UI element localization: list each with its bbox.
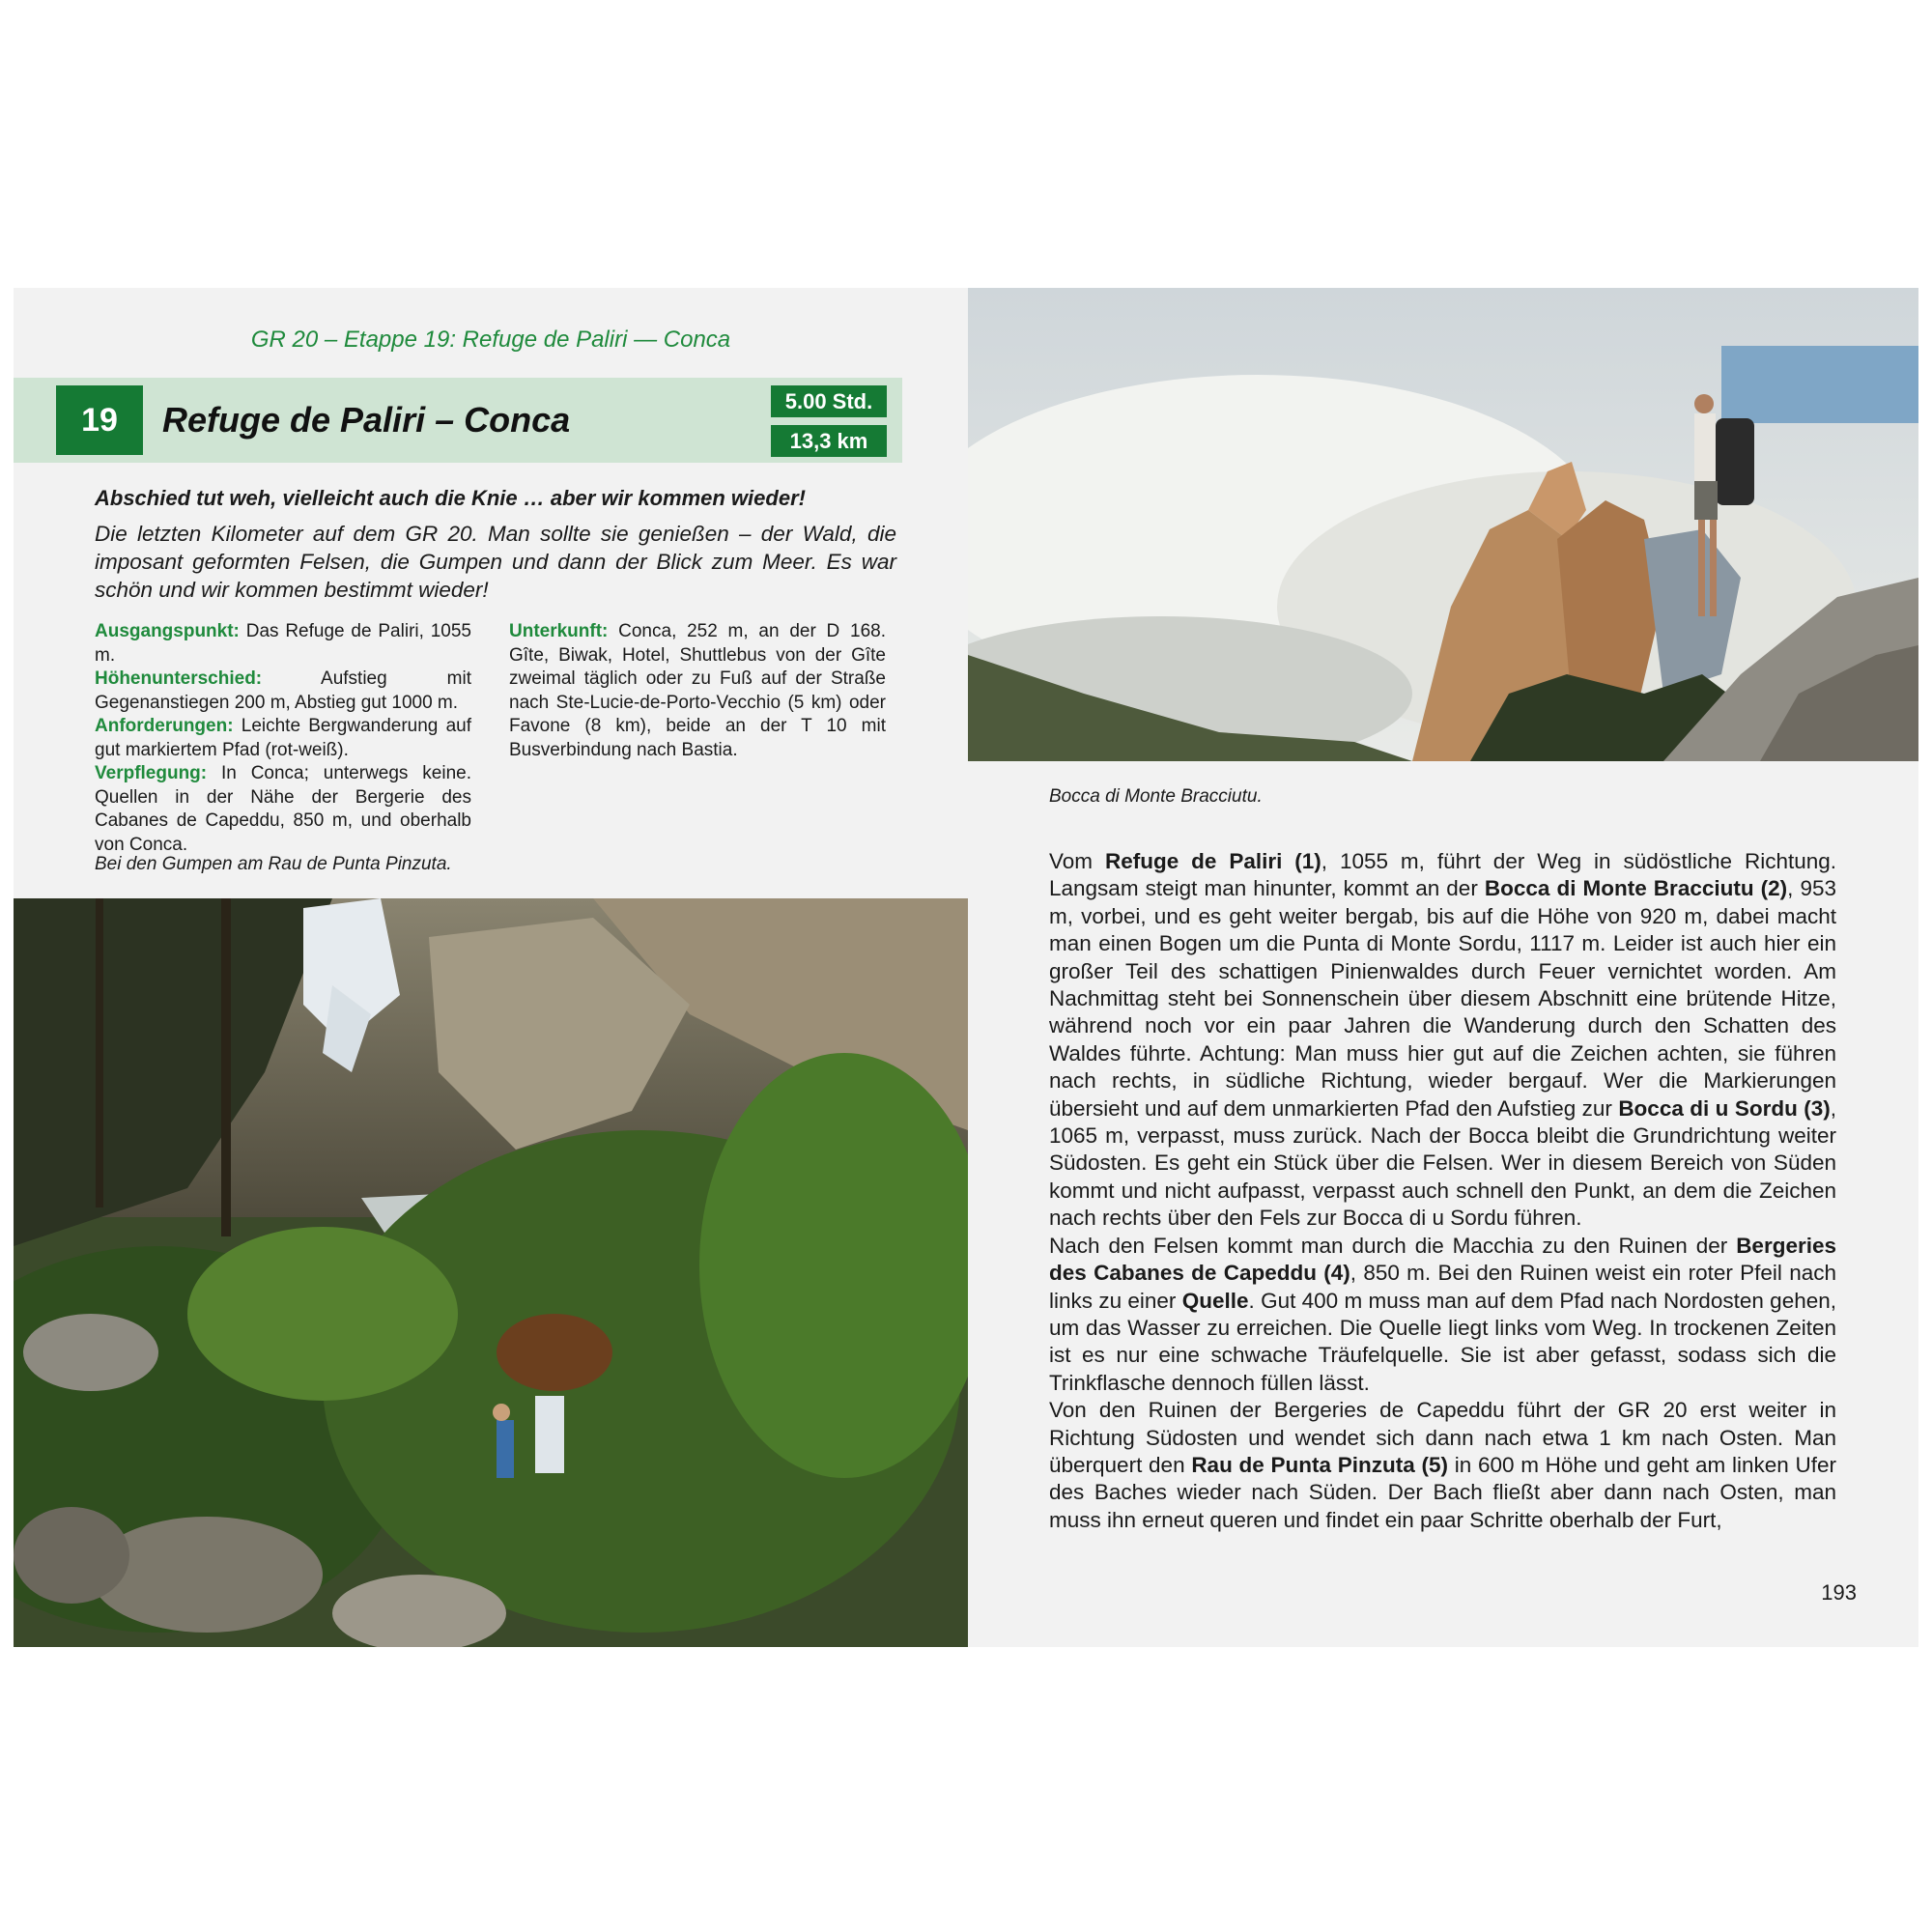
text-run: , 953 m, vorbei, und es geht weiter bergab, bis auf die Höhe von 920 m, dabei macht man einen Bogen um die Punta di Monte Sordu, 1117 m. Leider ist auch hier ein großer Teil des schattigen Pinienwaldes durch Feuer vernichtet worden. Am Nachmittag steht bei Sonnenschein über diesem Abschnitt eine brütende Hitze, während noch vor ein paar Jahren die Wanderung durch den Schatten des Waldes führte. Achtung: Man muss hier gut auf die Zeichen achten, sie führen nach rechts, in südliche Richtung, wieder bergauf. Wer die Markierungen übersieht und auf dem unmarkierten Pfad den Aufstieg zur [1049, 876, 1837, 1121]
text-run: Vom [1049, 849, 1105, 873]
text-run: . Gut 400 m muss man auf dem Pfad nach Nordosten gehen, um das Wasser zu erreichen. Die Quelle liegt links vom Weg. In trockenen Zeiten ist es nur eine schwache Träufelquelle. Sie ist aber gefasst, sodass sich die Trinkflasche dennoch füllen lässt. [1049, 1288, 1836, 1395]
info-label: Höhenunterschied: [95, 668, 263, 689]
intro-text: Die letzten Kilometer auf dem GR 20. Man sollte sie genießen – der Wald, die imposant geformten Felsen, die Gumpen und dann der Blick zum Meer. Es war schön und wir kommen bestimmt wieder! [95, 522, 896, 602]
body-text [1049, 848, 1836, 1534]
info-value: Conca, 252 m, an der D 168. Gîte, Biwak, Hotel, Shuttlebus von der Gîte zweimal täglich oder zu Fuß auf der Straße nach Ste-Lucie-de-Porto-Vecchio (5 km) oder Favone (8 km), beide an der T 10 mit Busverbindung nach Bastia. [509, 621, 886, 760]
place-name: Quelle [1181, 1288, 1249, 1313]
info-height [95, 668, 471, 715]
text-run: Von den Ruinen der Bergeries de Capeddu führt der GR 20 erst weiter in Richtung Südosten und wendet sich dann nach etwa 1 km nach Osten. Man überquert den [1049, 1398, 1836, 1477]
info-label: Anforderungen: [95, 716, 234, 736]
running-header: GR 20 – Etappe 19: Refuge de Paliri — Conca [250, 327, 731, 353]
place-name: Bocca di u Sordu (3) [1618, 1095, 1831, 1121]
page-number: 193 [1821, 1580, 1857, 1605]
body-paragraph [1049, 848, 1836, 1233]
info-value: In Conca; unterwegs keine. Quellen in der Nähe der Bergerie des Cabanes de Capeddu, 850 m, und oberhalb von Conca. [95, 763, 471, 855]
info-column-right [509, 620, 886, 762]
duration-badge: 5.00 Std. [771, 385, 887, 417]
photo-gumpen-waterfall [14, 898, 968, 1647]
info-column-left [95, 620, 471, 857]
body-paragraph [1049, 1397, 1836, 1534]
text-run: , 850 m. Bei den Ruinen weist ein roter Pfeil nach links zu einer [1049, 1261, 1836, 1313]
info-label: Ausgangspunkt: [95, 621, 240, 641]
info-value: Leichte Bergwanderung auf gut markiertem Pfad (rot-weiß). [95, 716, 471, 760]
photo-caption-bocca: Bocca di Monte Bracciutu. [1049, 786, 1263, 807]
place-name: Rau de Punta Pinzuta (5) [1191, 1452, 1448, 1477]
text-run: , 1065 m, verpasst, muss zurück. Nach der Bocca bleibt die Grundrichtung weiter Südosten. Es geht ein Stück über die Felsen. Wer in diesem Bereich von Süden kommt und nicht aufpasst, verpasst auch schnell den Punkt, an dem die Zeichen nach rechts über den Fels zur Bocca di u Sordu führen. [1049, 1095, 1836, 1231]
info-label: Unterkunft: [509, 621, 609, 641]
place-name: Bocca di Monte Bracciutu (2) [1484, 876, 1788, 901]
tagline: Abschied tut weh, vielleicht auch die Knie … aber wir kommen wieder! [95, 486, 806, 510]
place-name: Refuge de Paliri (1) [1104, 849, 1321, 873]
left-page [14, 288, 968, 1647]
info-value: Das Refuge de Paliri, 1055 m. [95, 621, 471, 666]
text-run: in 600 m Höhe und geht am linken Ufer des Baches wieder nach Süden. Der Bach fließt aber dann nach Osten, man muss ihn erneut queren und findet ein paar Schritte oberhalb der Furt, [1049, 1452, 1836, 1532]
body-paragraph [1049, 1233, 1836, 1397]
info-requirements [95, 715, 471, 762]
right-page [968, 288, 1918, 1647]
photo-bocca-di-monte-bracciutu [968, 288, 1918, 761]
text-run: Nach den Felsen kommt man durch die Macchia zu den Ruinen der [1049, 1233, 1737, 1258]
place-name: Bergeries des Cabanes de Capeddu (4) [1049, 1233, 1836, 1286]
distance-badge: 13,3 km [771, 425, 887, 457]
info-value: Aufstieg mit Gegenanstiegen 200 m, Abstieg gut 1000 m. [95, 668, 471, 713]
text-run: , 1055 m, führt der Weg in südöstliche Richtung. Langsam steigt man hinunter, kommt an der [1049, 849, 1837, 901]
info-label: Verpflegung: [95, 763, 208, 783]
photo-caption-gumpen: Bei den Gumpen am Rau de Punta Pinzuta. [95, 854, 452, 874]
info-start [95, 620, 471, 668]
tour-title: Refuge de Paliri – Conca [162, 400, 571, 440]
info-lodging [509, 620, 886, 762]
tour-number-badge: 19 [56, 385, 143, 455]
info-food [95, 762, 471, 857]
